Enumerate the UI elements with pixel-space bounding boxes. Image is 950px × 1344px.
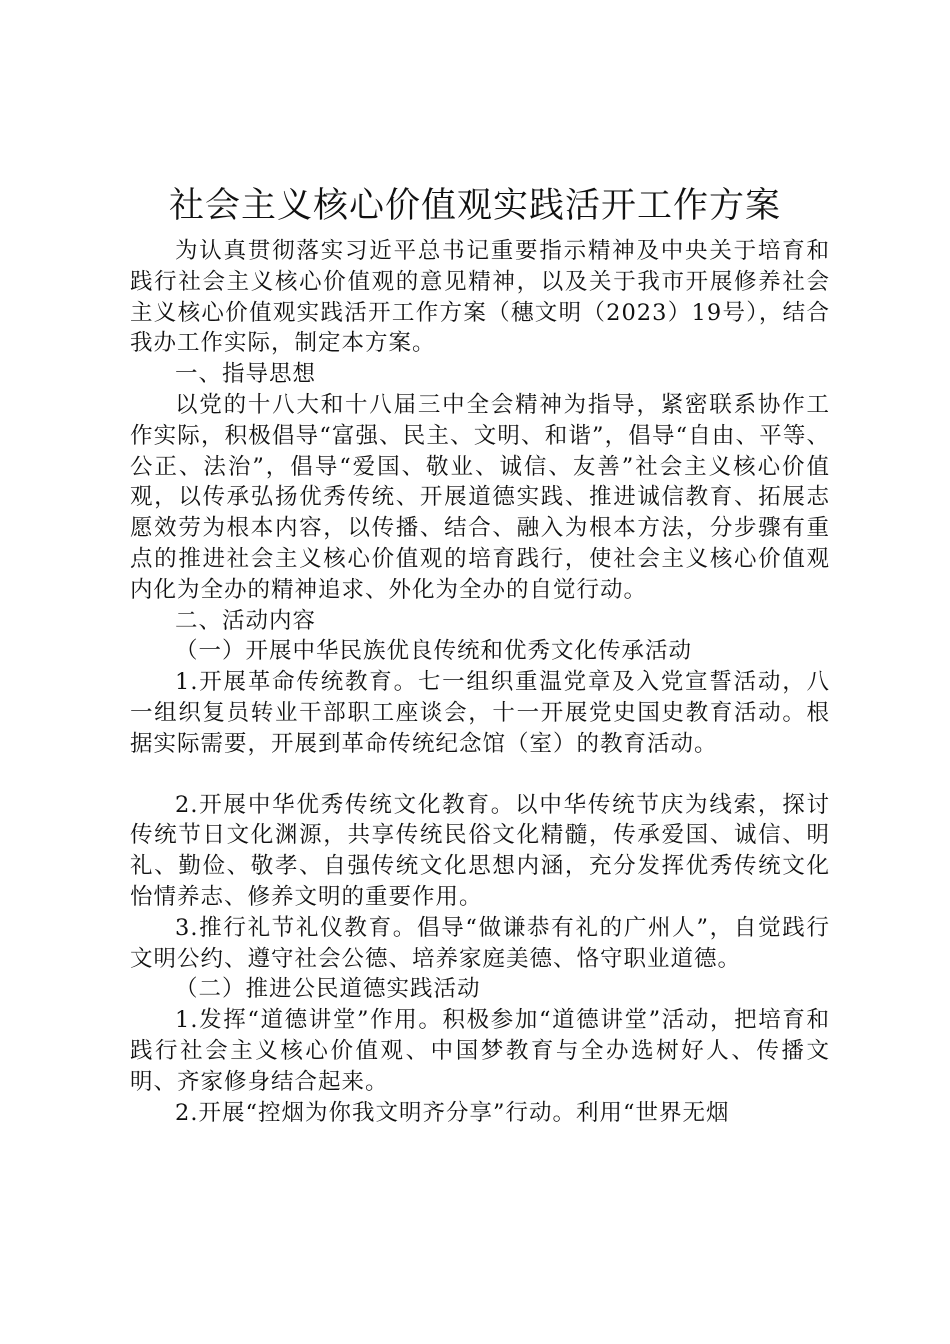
subsection-heading-traditional-culture: （一）开展中华民族优良传统和优秀文化传承活动 [175,638,693,665]
item-etiquette-education: 3.推行礼节礼仪教育。倡导“做谦恭有礼的广州人”，自觉践行文明公约、遵守社会公德、培养家庭美德、恪守职业道德。 [130,914,830,972]
item-moral-lecture-hall: 1.发挥“道德讲堂”作用。积极参加“道德讲堂”活动，把培育和践行社会主义核心价值观、中国梦教育与全办选树好人、传播文明、齐家修身结合起来。 [130,1007,830,1095]
item-tobacco-control: 2.开展“控烟为你我文明齐分享”行动。利用“世界无烟 [175,1099,730,1126]
item-revolutionary-tradition: 1.开展革命传统教育。七一组织重温党章及入党宣誓活动，八一组织复员转业干部职工座谈会，十一开展党史国史教育活动。根据实际需要，开展到革命传统纪念馆（室）的教育活动。 [130,669,830,757]
document-title: 社会主义核心价值观实践活开工作方案 [168,186,781,226]
item-traditional-culture-education: 2.开展中华优秀传统文化教育。以中华传统节庆为线索，探讨传统节日文化渊源，共享传统民俗文化精髓，传承爱国、诚信、明礼、勤俭、敬孝、自强传统文化思想内涵，充分发挥优秀传统文化怡情养志、修养文明的重要作用。 [130,791,830,910]
subsection-heading-moral-practice: （二）推进公民道德实践活动 [175,976,481,1003]
section-heading-activity-content: 二、活动内容 [175,607,317,634]
intro-paragraph: 为认真贯彻落实习近平总书记重要指示精神及中央关于培育和践行社会主义核心价值观的意见精神，以及关于我市开展修养社会主义核心价值观实践活开工作方案（穗文明（2023）19号），结合我办工作实际，制定本方案。 [130,238,830,357]
section-heading-guiding-ideology: 一、指导思想 [175,361,317,388]
guiding-ideology-paragraph: 以党的十八大和十八届三中全会精神为指导，紧密联系协作工作实际，积极倡导“富强、民主、文明、和谐”，倡导“自由、平等、公正、法治”，倡导“爱国、敬业、诚信、友善”社会主义核心价值观，以传承弘扬优秀传统、开展道德实践、推进诚信教育、拓展志愿效劳为根本内容，以传播、结合、融入为根本方法，分步骤有重点的推进社会主义核心价值观的培育践行，使社会主义核心价值观内化为全办的精神追求、外化为全办的自觉行动。 [130,391,830,603]
document-body [130,236,830,1128]
